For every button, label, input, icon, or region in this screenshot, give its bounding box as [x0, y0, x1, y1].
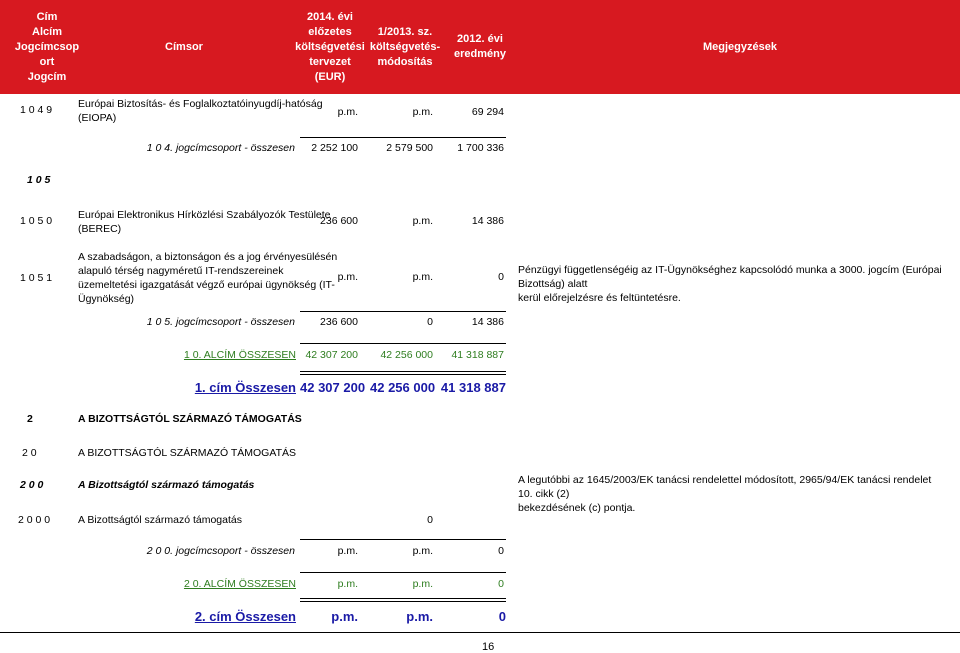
row-note — [518, 473, 948, 515]
value-2012: 0 — [498, 609, 506, 624]
subtitle-total-label — [90, 349, 296, 361]
note-line: kerül előrejelzésre és feltüntetésre. — [518, 292, 681, 304]
value-2012: 14 386 — [471, 215, 504, 227]
row-title-line: Európai Biztosítás- és Foglalkoztatóinyugdíj-hatóság — [78, 98, 323, 110]
header-code-line: Alcím — [32, 25, 62, 38]
value-2012: 41 318 887 — [440, 380, 506, 395]
group-total-label: 1 0 5. jogcímcsoport - összesen — [146, 316, 295, 328]
group-total-label: 1 0 4. jogcímcsoport - összesen — [146, 142, 295, 154]
sum-line — [300, 539, 506, 540]
value-2013: p.m. — [412, 578, 433, 590]
header-2014-line: (EUR) — [314, 70, 346, 83]
note-line: Pénzügyi függetlenségéig az IT-Ügynökséghez kapcsolódó munka a 3000. jogcím (Európai Bizottság) alatt — [518, 264, 942, 290]
header-code-line: Jogcímcsop — [14, 40, 80, 53]
subtitle-total-label — [90, 578, 296, 590]
row-title — [78, 250, 337, 306]
row-title: A Bizottságtól származó támogatás — [78, 514, 242, 526]
note-line: A legutóbbi az 1645/2003/EK tanácsi rendelettel módosított, 2965/94/EK tanácsi rendelet 10. cikk (2) — [518, 474, 932, 500]
row-title-line: (EIOPA) — [78, 112, 117, 124]
title-total-label — [90, 609, 296, 624]
group-title: A Bizottságtól származó támogatás — [78, 479, 255, 491]
header-2013-line: költségvetés- — [369, 40, 441, 53]
row-code: 2 0 0 0 — [18, 514, 51, 526]
value-2012: 69 294 — [471, 106, 504, 118]
header-2013 — [365, 0, 445, 94]
page-number: 16 — [482, 641, 495, 653]
value-2013: 0 — [427, 316, 433, 328]
subtitle-total-text: 2 0. ALCÍM ÖSSZESEN — [183, 578, 296, 590]
row-title — [78, 208, 331, 236]
value-2014: 2 252 100 — [311, 142, 358, 154]
header-2013-line: módosítás — [377, 55, 433, 68]
value-2014: p.m. — [337, 271, 358, 283]
footer-rule — [0, 632, 960, 633]
header-2013-line: 1/2013. sz. — [377, 25, 433, 38]
header-code-line: Cím — [36, 10, 58, 23]
header-2014 — [290, 0, 370, 94]
row-title-line: Ügynökség) — [78, 293, 135, 305]
subtitle-total-text: 1 0. ALCÍM ÖSSZESEN — [183, 349, 296, 361]
row-title-line: Európai Elektronikus Hírközlési Szabályozók Testülete — [78, 209, 331, 221]
row-code: 1 0 4 9 — [20, 104, 53, 116]
group-total-label: 2 0 0. jogcímcsoport - összesen — [146, 545, 295, 557]
value-2013: p.m. — [412, 215, 433, 227]
value-2013: 2 579 500 — [386, 142, 433, 154]
value-2014: 42 307 200 — [305, 349, 358, 361]
value-2013: p.m. — [412, 545, 433, 557]
value-2014: 236 600 — [320, 316, 358, 328]
value-2013: 42 256 000 — [380, 349, 433, 361]
row-code: 1 0 5 1 — [20, 272, 53, 284]
header-code-line: Jogcím — [27, 70, 67, 83]
value-2012: 1 700 336 — [457, 142, 504, 154]
header-2014-line: tervezet — [309, 55, 351, 68]
header-code-line: ort — [39, 55, 55, 68]
title-total-text: 1. cím Összesen — [194, 380, 296, 395]
value-2012: 0 — [498, 271, 504, 283]
sum-line — [300, 311, 506, 312]
row-title-line: alapuló térség nagyméretű IT-rendszereinek — [78, 265, 284, 277]
double-sum-line — [300, 598, 506, 602]
table-header — [0, 0, 960, 94]
row-title-line: üzemeltetési igazgatását végző európai ügynökség (IT- — [78, 279, 335, 291]
header-2014-line: előzetes — [308, 25, 352, 38]
header-2012-line: eredmény — [454, 48, 506, 60]
header-2014-line: költségvetési — [295, 40, 365, 53]
subsection-title: A BIZOTTSÁGTÓL SZÁRMAZÓ TÁMOGATÁS — [78, 447, 296, 459]
header-2012-line: 2012. évi — [457, 33, 503, 45]
value-2012: 0 — [498, 578, 504, 590]
value-2014: p.m. — [337, 106, 358, 118]
value-2012: 14 386 — [471, 316, 504, 328]
row-title-line: (BEREC) — [78, 223, 122, 235]
value-2013: p.m. — [412, 106, 433, 118]
double-sum-line — [300, 371, 506, 375]
title-total-text: 2. cím Összesen — [194, 609, 296, 624]
value-2014: p.m. — [337, 578, 358, 590]
row-code: 1 0 5 0 — [20, 215, 53, 227]
sum-line — [300, 343, 506, 344]
title-total-label — [90, 380, 296, 395]
section-title: A BIZOTTSÁGTÓL SZÁRMAZÓ TÁMOGATÁS — [78, 413, 302, 425]
subsection-code: 2 0 — [22, 447, 37, 459]
value-2014: p.m. — [331, 609, 358, 624]
row-title — [78, 97, 323, 125]
value-2012: 41 318 887 — [451, 349, 504, 361]
header-2012 — [440, 0, 520, 94]
row-note — [518, 263, 948, 305]
value-2012: 0 — [498, 545, 504, 557]
value-2013: p.m. — [412, 271, 433, 283]
row-title-line: A szabadságon, a biztonságon és a jog érvényesülésén — [78, 251, 338, 263]
sum-line — [300, 572, 506, 573]
value-2014: 42 307 200 — [300, 380, 366, 395]
group-code: 2 0 0 — [20, 479, 44, 491]
sum-line — [300, 137, 506, 138]
value-2014: 236 600 — [320, 215, 358, 227]
value-2012: 0 — [427, 514, 433, 526]
section-code: 2 — [27, 413, 33, 425]
value-2013: 42 256 000 — [370, 380, 436, 395]
header-notes: Megjegyzések — [703, 40, 777, 53]
header-2014-line: 2014. évi — [307, 10, 353, 23]
note-line: bekezdésének (c) pontja. — [518, 502, 636, 514]
header-title: Címsor — [165, 40, 203, 53]
header-code — [0, 0, 94, 94]
group-code: 1 0 5 — [27, 174, 51, 186]
value-2014: p.m. — [337, 545, 358, 557]
value-2013: p.m. — [406, 609, 433, 624]
